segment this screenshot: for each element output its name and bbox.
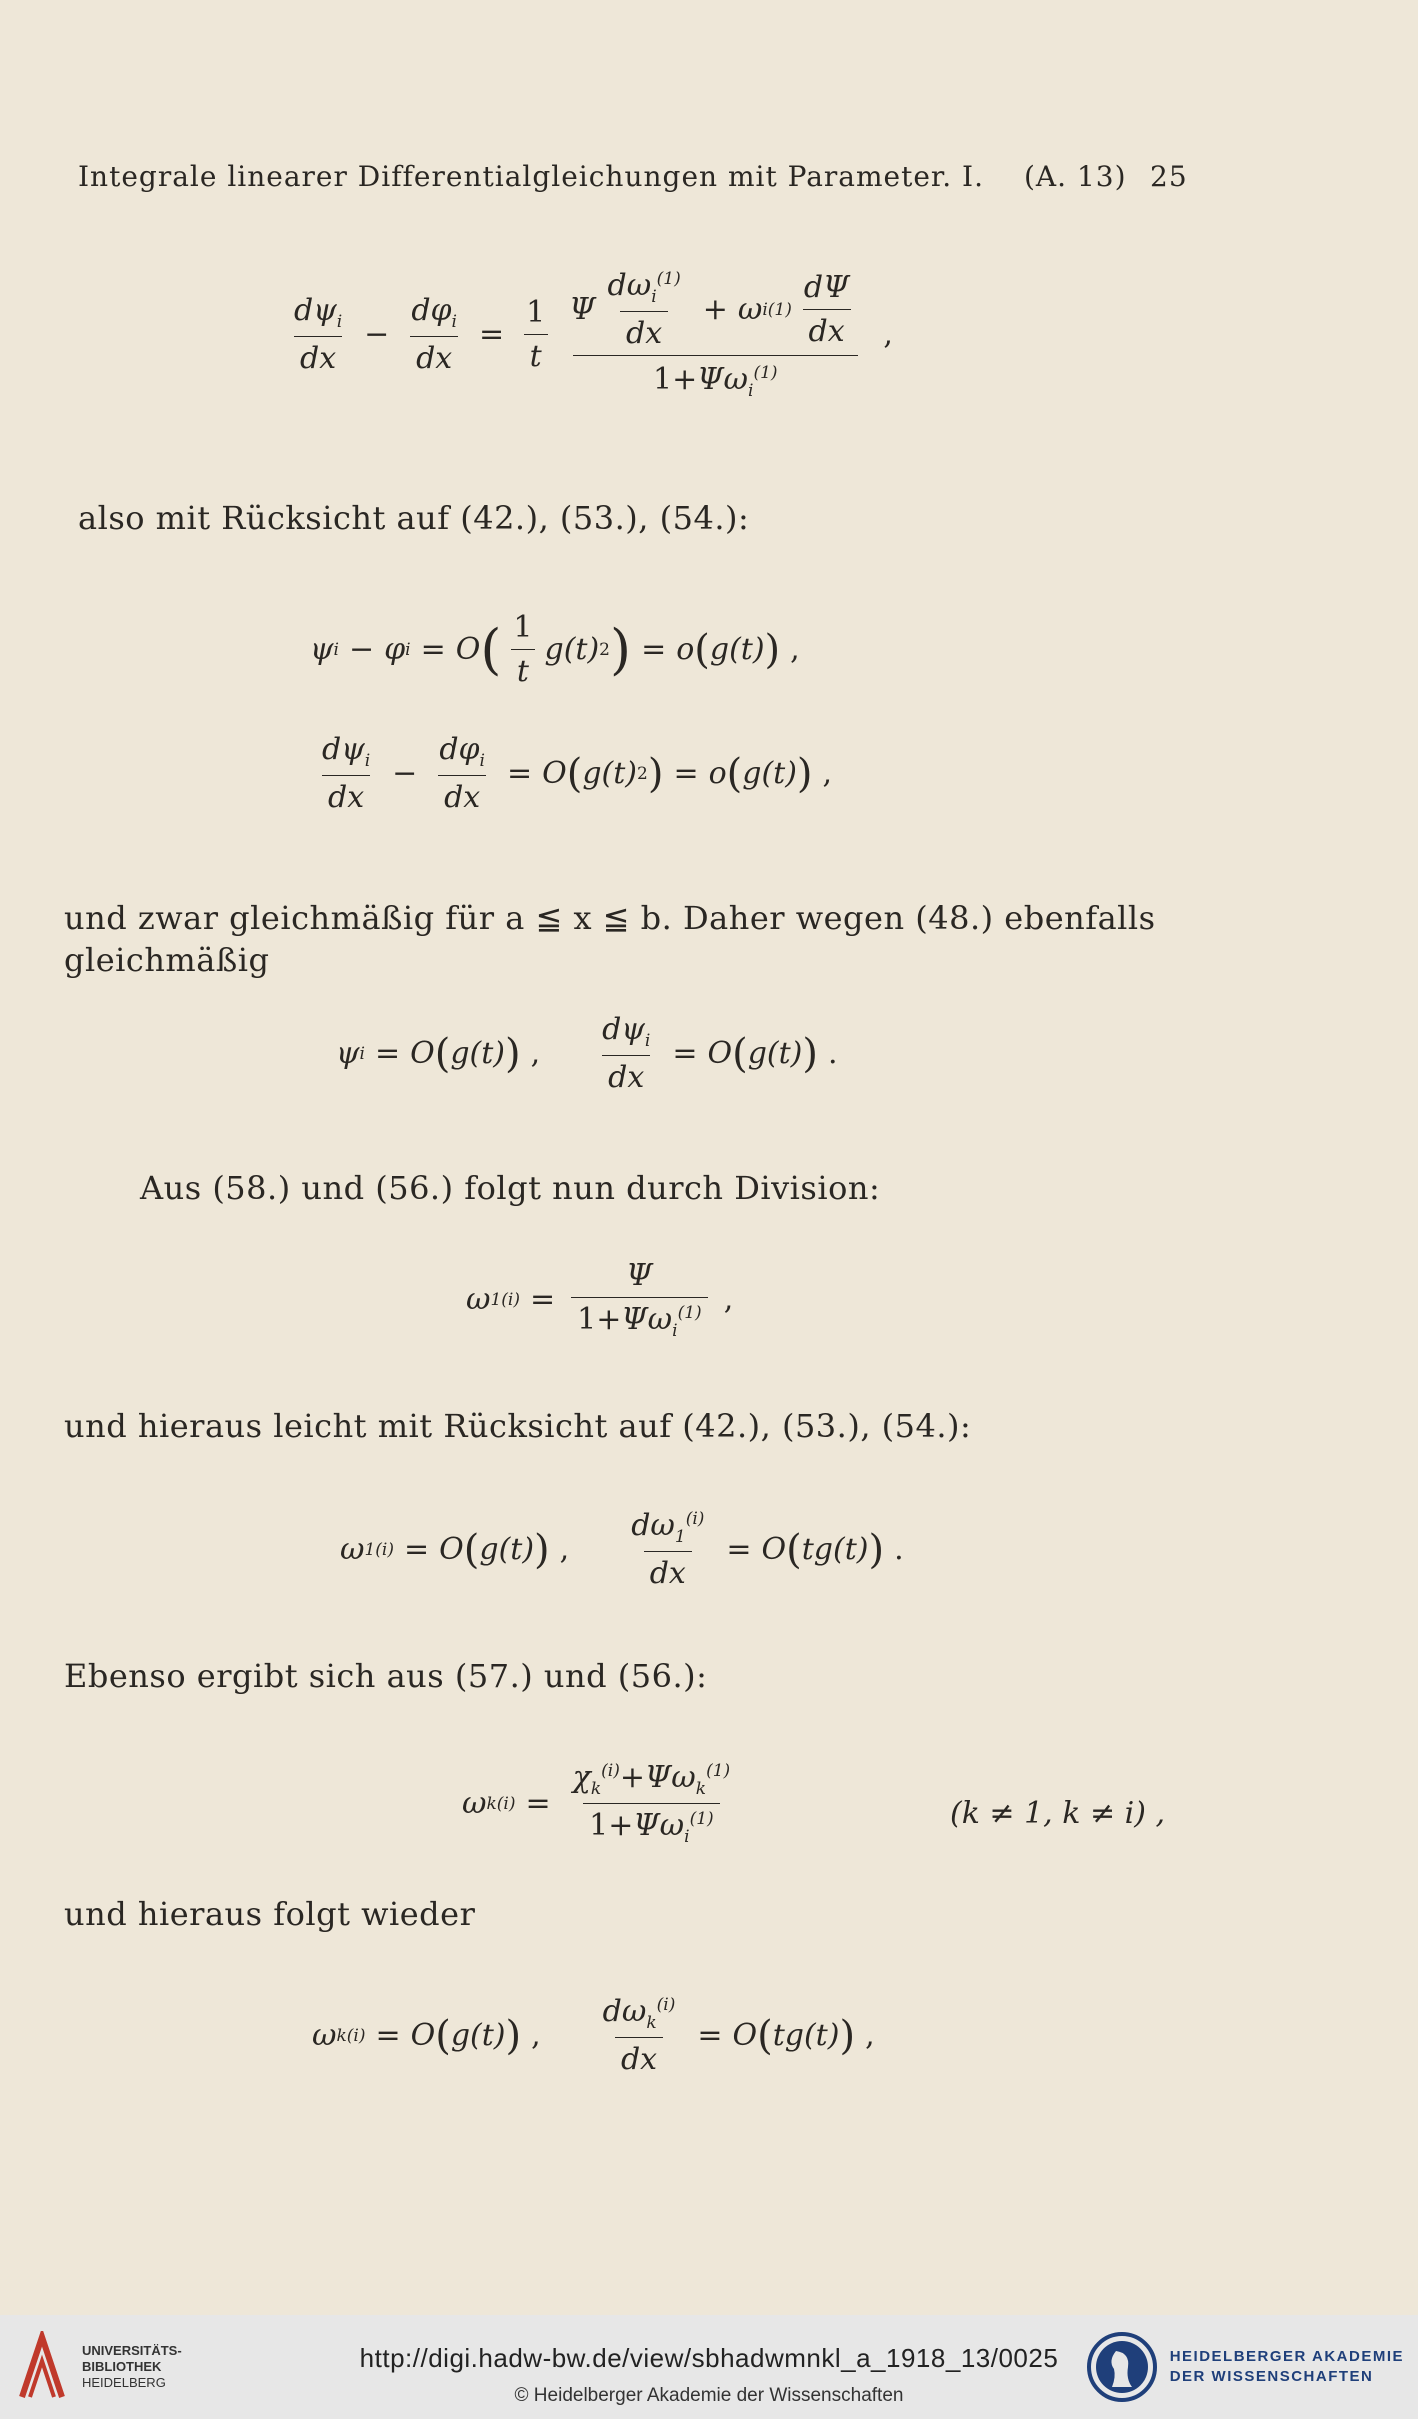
running-title: Integrale linearer Differentialgleichungen mit Parameter. I. xyxy=(78,160,984,193)
copyright-notice: © Heidelberger Akademie der Wissenschaften xyxy=(514,2385,904,2406)
equation-7-condition: (k ≠ 1, k ≠ i) , xyxy=(950,1796,1166,1831)
library-name-line-2: BIBLIOTHEK xyxy=(82,2359,162,2374)
page-number: 25 xyxy=(1150,160,1188,193)
equation-4: ψ i = O ( g(t) ) , $\frac{d\psi_i}{dx}$ = O ( g(t) ) . xyxy=(336,1012,838,1095)
paragraph-4: und hieraus leicht mit Rücksicht auf (42.), (53.), (54.): xyxy=(64,1407,972,1445)
paragraph-3: Aus (58.) und (56.) folgt nun durch Division: xyxy=(140,1169,881,1207)
paragraph-2-line-1: und zwar gleichmäßig für a ≦ x ≦ b. Daher wegen (48.) ebenfalls xyxy=(64,899,1156,937)
academy-seal-icon xyxy=(1086,2331,1158,2403)
equation-5: ω 1 (i) = $\frac{\Psi}{1+\Psi\omega_i^{(1)}}$ , xyxy=(466,1258,734,1341)
running-ref: (A. 13) xyxy=(1024,160,1127,193)
academy-name-line-1: HEIDELBERGER AKADEMIE xyxy=(1169,2348,1404,2365)
equation-2: ψ i − φ i = O ( $\frac{1}{t}$ g(t) 2 ) = o ( g(t) ) , xyxy=(310,610,800,689)
footer-bar xyxy=(0,2315,1418,2419)
equation-3: $\frac{d\psi_i}{dx}$ − $\frac{d\varphi_i}{dx}$ = O ( g(t) 2 ) = o ( g(t) ) , xyxy=(322,732,833,815)
paragraph-5: Ebenso ergibt sich aus (57.) und (56.): xyxy=(64,1657,708,1695)
paragraph-1: also mit Rücksicht auf (42.), (53.), (54.): xyxy=(78,499,750,537)
permalink-url[interactable]: http://digi.hadw-bw.de/view/sbhadwmnkl_a_1918_13/0025 xyxy=(359,2343,1059,2373)
library-name-line-3: HEIDELBERG xyxy=(82,2375,166,2390)
equation-8: ω k (i) = O ( g(t) ) , $\frac{d\omega_k^{(i)}}{dx}$ = O ( tg(t) ) , xyxy=(312,1994,875,2077)
paragraph-6: und hieraus folgt wieder xyxy=(64,1895,476,1933)
academy-logo-block[interactable] xyxy=(1086,2331,1404,2403)
equation-6: ω 1 (i) = O ( g(t) ) , $\frac{d\omega_1^{(i)}}{dx}$ = O ( tg(t) ) . xyxy=(340,1508,904,1591)
equation-1: $\frac{d\psi_i}{dx}$ − $\frac{d\varphi_i}{dx}$ = $\frac{1}{t}$ Ψ $\frac{d\omega_i^{(1)}}{dx}$ + ω i (1) $\frac{d\Psi}{dx}$ $1+\Psi\omega_i^{(1)}$ , xyxy=(294,268,893,401)
academy-name-line-2: DER WISSENSCHAFTEN xyxy=(1169,2368,1374,2385)
equation-7: ω k (i) = $\frac{\chi_k^{(i)}+\Psi\omega_k^{(1)}}{1+\Psi\omega_i^{(1)}}$ xyxy=(462,1760,731,1847)
paragraph-2-line-2: gleichmäßig xyxy=(64,941,270,979)
library-name-line-1: UNIVERSITÄTS- xyxy=(82,2343,182,2358)
